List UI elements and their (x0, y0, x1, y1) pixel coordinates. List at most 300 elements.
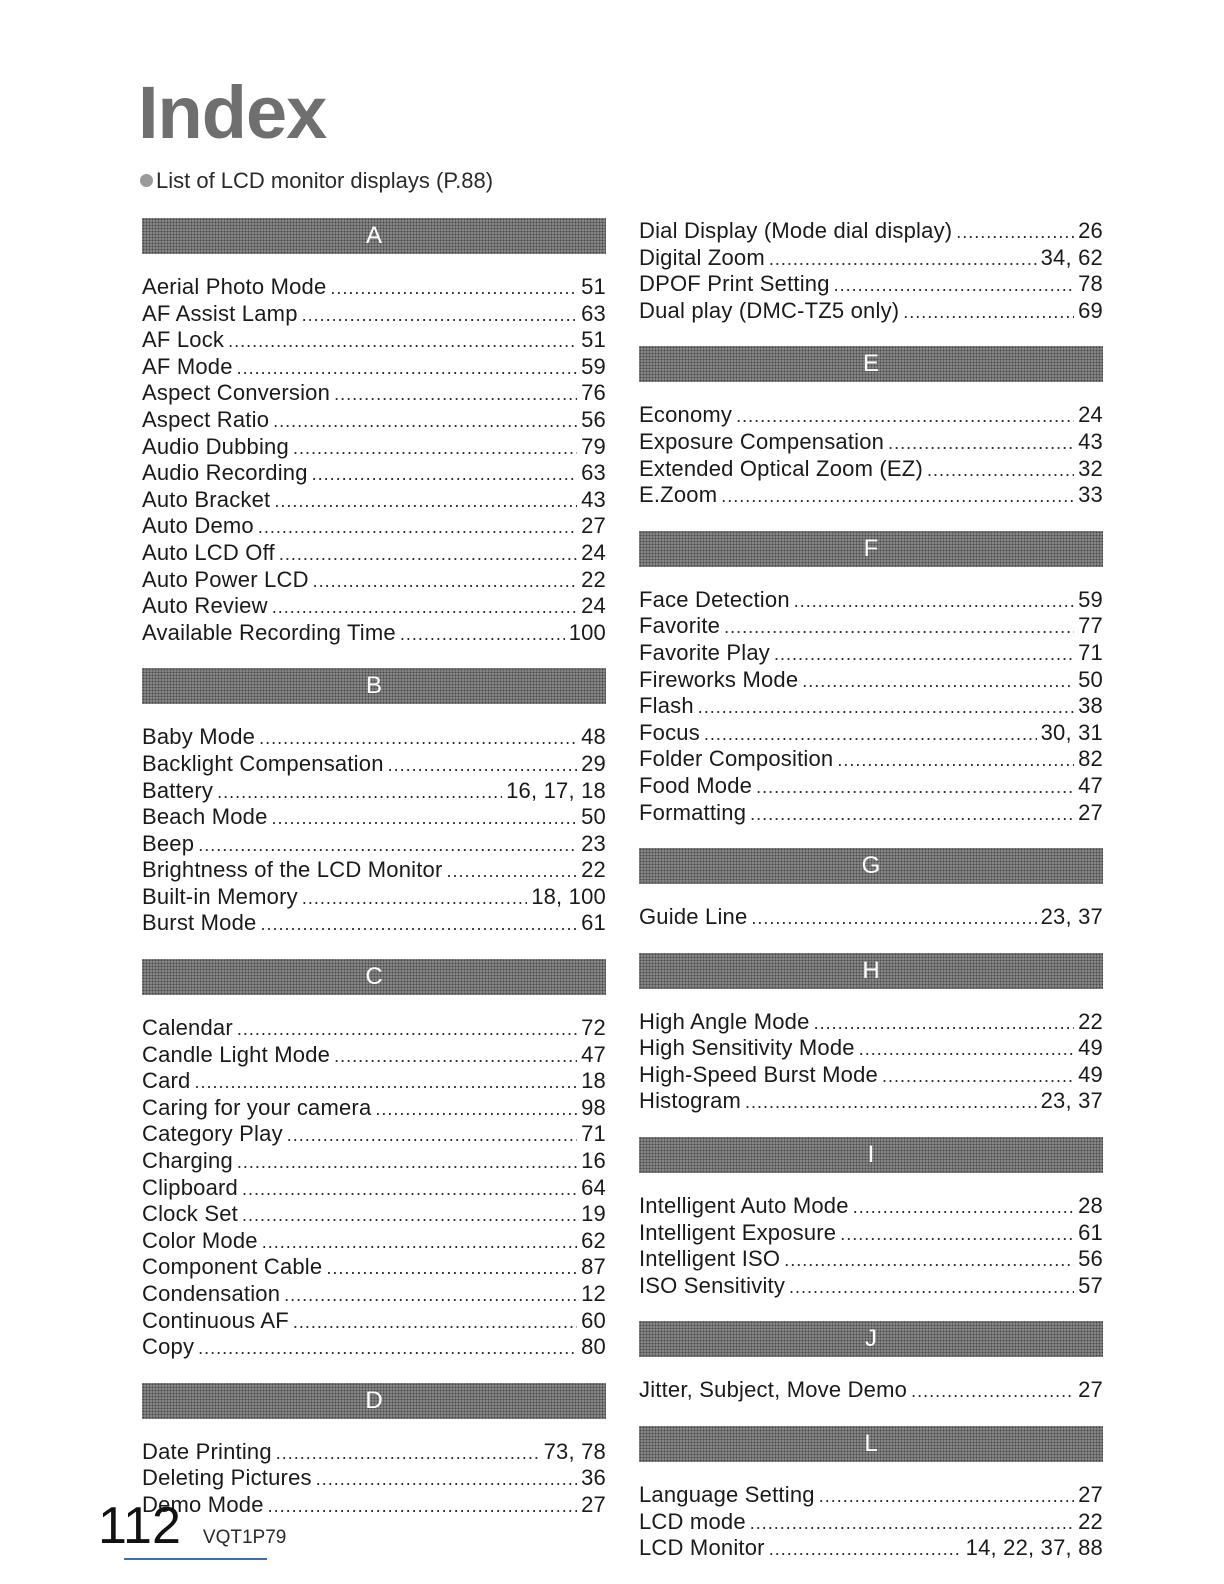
index-entry (142, 513, 606, 540)
dot-leader (814, 1013, 1075, 1034)
entry-term: Clock Set (142, 1201, 238, 1227)
dot-leader (287, 1125, 577, 1146)
entry-term: Dual play (DMC-TZ5 only) (639, 297, 900, 323)
index-entry (142, 1439, 606, 1466)
entry-term: Dial Display (Mode dial display) (639, 218, 953, 243)
entry-term: Fireworks Mode (639, 666, 799, 692)
index-section-f (639, 531, 1103, 826)
entry-term: Candle Light Mode (142, 1041, 331, 1067)
entry-page: 18 (581, 1068, 606, 1094)
index-entry (142, 1254, 606, 1281)
index-entry (639, 1009, 1103, 1036)
dot-leader (273, 411, 577, 432)
entry-page: 73, 78 (543, 1438, 606, 1464)
entry-page: 32 (1078, 455, 1103, 481)
entry-page: 43 (1078, 428, 1103, 454)
index-entry (142, 1228, 606, 1255)
dot-leader (237, 1152, 577, 1173)
dot-leader (911, 1381, 1074, 1402)
entry-term: E.Zoom (639, 482, 718, 508)
index-entry (639, 693, 1103, 720)
index-entry (142, 1121, 606, 1148)
entry-term: Color Mode (142, 1227, 258, 1253)
index-section-e (639, 346, 1103, 508)
index-entry (142, 1334, 606, 1361)
entry-term: Intelligent Exposure (639, 1219, 837, 1245)
entry-page: 36 (581, 1465, 606, 1491)
dot-leader (284, 1285, 577, 1306)
entry-term: Food Mode (639, 772, 753, 798)
dot-leader (888, 433, 1074, 454)
entry-term: DPOF Print Setting (639, 271, 830, 297)
index-entry (639, 1509, 1103, 1536)
footer-rule (124, 1558, 267, 1560)
entry-term: Auto Review (142, 593, 268, 619)
dot-leader (228, 331, 577, 352)
dot-leader (789, 1277, 1074, 1298)
entry-page: 56 (1078, 1246, 1103, 1272)
section-header: A (142, 218, 606, 254)
entry-page: 48 (581, 724, 606, 750)
entry-term: Digital Zoom (639, 244, 765, 270)
index-section-c (142, 959, 606, 1361)
entry-term: Economy (639, 402, 733, 428)
dot-leader (859, 1039, 1074, 1060)
index-section-l (639, 1426, 1103, 1562)
index-section-a (142, 218, 606, 646)
entry-term: Category Play (142, 1121, 283, 1147)
entry-page: 79 (581, 433, 606, 459)
entry-term: Demo Mode (142, 1491, 264, 1517)
index-entry (142, 910, 606, 937)
entry-page: 19 (581, 1201, 606, 1227)
entry-page: 50 (581, 804, 606, 830)
dot-leader (750, 804, 1074, 825)
dot-leader (262, 1232, 577, 1253)
index-section-i (639, 1137, 1103, 1299)
dot-leader (242, 1179, 577, 1200)
index-entry (639, 1088, 1103, 1115)
dot-leader (903, 302, 1074, 323)
entry-term: Auto LCD Off (142, 539, 275, 565)
entry-page: 59 (581, 353, 606, 379)
doc-code: VQT1P79 (202, 1527, 287, 1548)
entry-term: Available Recording Time (142, 619, 396, 645)
entry-term: Intelligent Auto Mode (639, 1193, 849, 1219)
entry-page: 27 (1078, 1377, 1103, 1403)
entry-page: 100 (568, 619, 606, 645)
index-entry (639, 904, 1103, 931)
index-entry (142, 1281, 606, 1308)
index-entry (142, 778, 606, 805)
entry-term: Extended Optical Zoom (EZ) (639, 455, 923, 481)
entry-page: 23, 37 (1040, 1088, 1103, 1114)
entry-term: Flash (639, 693, 694, 719)
entry-term: High Sensitivity Mode (639, 1035, 855, 1061)
index-entry (142, 354, 606, 381)
entry-term: Copy (142, 1334, 195, 1360)
entry-term: Aspect Conversion (142, 380, 331, 406)
entry-page: 22 (1078, 1508, 1103, 1534)
section-header: B (142, 668, 606, 704)
entry-page: 69 (1078, 297, 1103, 323)
entry-page: 49 (1078, 1035, 1103, 1061)
entry-term: LCD mode (639, 1508, 746, 1534)
entry-page: 24 (581, 539, 606, 565)
section-header: F (639, 531, 1103, 567)
entry-page: 22 (581, 857, 606, 883)
section-header: I (639, 1137, 1103, 1173)
index-entry (142, 274, 606, 301)
index-entry (142, 1068, 606, 1095)
entry-page: 56 (581, 406, 606, 432)
index-entry (142, 540, 606, 567)
dot-leader (784, 1250, 1074, 1271)
page-footer (98, 1496, 286, 1556)
entry-page: 23 (581, 830, 606, 856)
dot-leader (750, 1513, 1074, 1534)
entry-page: 27 (1078, 1482, 1103, 1508)
entry-page: 64 (581, 1174, 606, 1200)
entry-page: 61 (1078, 1219, 1103, 1245)
entry-term: Date Printing (142, 1438, 272, 1464)
index-entry (142, 1042, 606, 1069)
entry-page: 82 (1078, 746, 1103, 772)
entry-page: 51 (581, 274, 606, 299)
dot-leader (721, 486, 1074, 507)
entry-term: Guide Line (639, 904, 748, 930)
index-entry (639, 1193, 1103, 1220)
index-section-b (142, 668, 606, 937)
dot-leader (819, 1486, 1074, 1507)
dot-leader (258, 517, 577, 538)
page-number: 112 (98, 1497, 181, 1555)
index-entry (639, 218, 1103, 245)
index-entry (142, 460, 606, 487)
index-section-continued (639, 218, 1103, 324)
dot-leader (330, 278, 577, 299)
entry-page: 76 (581, 380, 606, 406)
entry-page: 12 (581, 1281, 606, 1306)
entry-term: Exposure Compensation (639, 428, 885, 454)
entry-term: Built-in Memory (142, 883, 298, 909)
index-entry (142, 1175, 606, 1202)
index-entry (639, 1035, 1103, 1062)
dot-leader (698, 697, 1074, 718)
index-entry (639, 1273, 1103, 1300)
entry-term: Card (142, 1068, 191, 1094)
entry-page: 47 (1078, 772, 1103, 798)
entry-page: 77 (1078, 613, 1103, 639)
entry-page: 38 (1078, 693, 1103, 719)
index-entry (639, 1062, 1103, 1089)
section-header: G (639, 848, 1103, 884)
entry-term: Burst Mode (142, 910, 257, 936)
index-entry (639, 402, 1103, 429)
index-entry (639, 1482, 1103, 1509)
index-entry (142, 804, 606, 831)
entry-term: Beach Mode (142, 804, 268, 830)
dot-leader (704, 724, 1037, 745)
entry-term: Favorite Play (639, 639, 770, 665)
entry-page: 59 (1078, 586, 1103, 612)
entry-term: Condensation (142, 1281, 281, 1306)
index-column-left (142, 218, 606, 1541)
dot-leader (840, 1224, 1074, 1245)
index-entry (639, 271, 1103, 298)
index-column-right (639, 218, 1103, 1584)
dot-leader (279, 544, 577, 565)
index-section-j (639, 1321, 1103, 1404)
index-entry (639, 298, 1103, 325)
index-entry (142, 593, 606, 620)
entry-page: 27 (1078, 799, 1103, 825)
entry-term: Favorite (639, 613, 721, 639)
entry-page: 63 (581, 300, 606, 326)
entry-page: 49 (1078, 1061, 1103, 1087)
index-entry (639, 1535, 1103, 1562)
dot-leader (302, 305, 577, 326)
dot-leader (724, 617, 1074, 638)
entry-term: Auto Power LCD (142, 566, 309, 592)
dot-leader (302, 888, 527, 909)
entry-term: Component Cable (142, 1254, 323, 1280)
entry-term: Aerial Photo Mode (142, 274, 327, 299)
entry-term: Focus (639, 719, 700, 745)
dot-leader (293, 1312, 577, 1333)
dot-leader (313, 571, 577, 592)
index-entry (142, 1465, 606, 1492)
dot-leader (751, 908, 1036, 929)
index-entry (639, 587, 1103, 614)
entry-page: 14, 22, 37, 88 (965, 1535, 1103, 1561)
section-header: L (639, 1426, 1103, 1462)
index-entry (142, 407, 606, 434)
dot-leader (259, 728, 577, 749)
dot-leader (326, 1258, 577, 1279)
entry-page: 16 (581, 1148, 606, 1174)
entry-term: AF Mode (142, 353, 233, 379)
dot-leader (794, 591, 1074, 612)
entry-page: 16, 17, 18 (506, 777, 606, 803)
index-entry (639, 667, 1103, 694)
index-entry (142, 620, 606, 647)
entry-term: Audio Recording (142, 460, 308, 486)
index-entry (142, 724, 606, 751)
subtitle-text: List of LCD monitor displays (P.88) (156, 168, 494, 193)
entry-page: 78 (1078, 271, 1103, 297)
entry-term: Backlight Compensation (142, 750, 384, 776)
dot-leader (956, 222, 1074, 243)
entry-term: Jitter, Subject, Move Demo (639, 1377, 908, 1403)
dot-leader (274, 491, 577, 512)
entry-page: 43 (581, 486, 606, 512)
entry-page: 34, 62 (1040, 244, 1103, 270)
dot-leader (400, 624, 565, 645)
entry-page: 71 (581, 1121, 606, 1147)
index-entry (639, 640, 1103, 667)
index-entry (639, 746, 1103, 773)
entry-term: Caring for your camera (142, 1094, 372, 1120)
dot-leader (237, 358, 577, 379)
dot-leader (242, 1205, 577, 1226)
entry-term: Battery (142, 777, 214, 803)
entry-term: Clipboard (142, 1174, 238, 1200)
dot-leader (736, 406, 1074, 427)
entry-term: Deleting Pictures (142, 1465, 312, 1491)
index-section-h (639, 953, 1103, 1115)
entry-page: 80 (581, 1334, 606, 1360)
index-entry (142, 831, 606, 858)
entry-term: Language Setting (639, 1482, 815, 1508)
entry-term: Aspect Ratio (142, 406, 270, 432)
entry-term: Beep (142, 830, 195, 856)
index-entry (639, 1220, 1103, 1247)
entry-page: 33 (1078, 482, 1103, 508)
dot-leader (334, 1046, 577, 1067)
dot-leader (882, 1066, 1074, 1087)
dot-leader (334, 384, 577, 405)
dot-leader (293, 438, 577, 459)
dot-leader (756, 777, 1074, 798)
index-entry (639, 429, 1103, 456)
entry-term: LCD Monitor (639, 1535, 765, 1561)
entry-page: 26 (1078, 218, 1103, 243)
dot-leader (268, 1496, 577, 1517)
section-header: H (639, 953, 1103, 989)
dot-leader (837, 750, 1074, 771)
entry-page: 63 (581, 460, 606, 486)
dot-leader (927, 460, 1074, 481)
index-entry (142, 1015, 606, 1042)
entry-page: 60 (581, 1307, 606, 1333)
entry-page: 27 (581, 513, 606, 539)
entry-page: 22 (581, 566, 606, 592)
section-header: D (142, 1383, 606, 1419)
dot-leader (312, 464, 577, 485)
index-entry (639, 1377, 1103, 1404)
dot-leader (217, 782, 502, 803)
dot-leader (316, 1469, 577, 1490)
entry-page: 50 (1078, 666, 1103, 692)
page-title: Index (138, 71, 327, 154)
index-entry (142, 1148, 606, 1175)
dot-leader (375, 1099, 577, 1120)
dot-leader (774, 644, 1074, 665)
dot-leader (272, 808, 578, 829)
index-entry (142, 380, 606, 407)
index-entry (639, 482, 1103, 509)
entry-page: 51 (581, 327, 606, 353)
entry-page: 98 (581, 1094, 606, 1120)
dot-leader (745, 1092, 1037, 1113)
dot-leader (853, 1197, 1074, 1218)
index-entry (142, 1201, 606, 1228)
entry-page: 24 (1078, 402, 1103, 428)
entry-term: Charging (142, 1148, 233, 1174)
dot-leader (198, 1338, 577, 1359)
dot-leader (195, 1072, 578, 1093)
entry-term: Histogram (639, 1088, 742, 1114)
index-entry (639, 720, 1103, 747)
bullet-icon (140, 174, 153, 187)
entry-term: Auto Demo (142, 513, 254, 539)
entry-term: Face Detection (639, 586, 790, 612)
entry-term: High Angle Mode (639, 1008, 810, 1034)
dot-leader (388, 755, 577, 776)
dot-leader (261, 914, 578, 935)
entry-term: Brightness of the LCD Monitor (142, 857, 443, 883)
dot-leader (447, 861, 578, 882)
dot-leader (769, 249, 1037, 270)
entry-page: 57 (1078, 1272, 1103, 1298)
entry-term: Audio Dubbing (142, 433, 289, 459)
entry-page: 47 (581, 1041, 606, 1067)
index-entry (639, 245, 1103, 272)
index-entry (639, 456, 1103, 483)
entry-page: 61 (581, 910, 606, 936)
index-entry (142, 487, 606, 514)
entry-page: 18, 100 (531, 883, 606, 909)
index-entry (142, 1095, 606, 1122)
dot-leader (272, 597, 577, 618)
index-entry (142, 327, 606, 354)
entry-page: 29 (581, 750, 606, 776)
entry-page: 30, 31 (1040, 719, 1103, 745)
entry-term: AF Lock (142, 327, 225, 353)
index-entry (142, 884, 606, 911)
index-entry (142, 857, 606, 884)
entry-term: Continuous AF (142, 1307, 289, 1333)
section-header: E (639, 346, 1103, 382)
entry-page: 24 (581, 593, 606, 619)
dot-leader (834, 275, 1074, 296)
index-entry (639, 613, 1103, 640)
section-header: J (639, 1321, 1103, 1357)
entry-page: 22 (1078, 1008, 1103, 1034)
dot-leader (237, 1019, 577, 1040)
entry-term: AF Assist Lamp (142, 300, 298, 326)
entry-term: Intelligent ISO (639, 1246, 781, 1272)
entry-page: 23, 37 (1040, 904, 1103, 930)
index-section-g (639, 848, 1103, 931)
entry-page: 28 (1078, 1193, 1103, 1219)
entry-page: 62 (581, 1227, 606, 1253)
dot-leader (276, 1443, 540, 1464)
dot-leader (769, 1539, 962, 1560)
dot-leader (802, 671, 1074, 692)
index-entry (142, 567, 606, 594)
entry-page: 72 (581, 1015, 606, 1041)
entry-page: 87 (581, 1254, 606, 1280)
entry-term: ISO Sensitivity (639, 1272, 786, 1298)
dot-leader (198, 835, 577, 856)
index-entry (639, 773, 1103, 800)
entry-term: Auto Bracket (142, 486, 271, 512)
index-entry (142, 434, 606, 461)
index-entry (639, 800, 1103, 827)
entry-term: Folder Composition (639, 746, 834, 772)
entry-term: Calendar (142, 1015, 233, 1041)
entry-term: Baby Mode (142, 724, 256, 750)
entry-page: 71 (1078, 639, 1103, 665)
entry-term: High-Speed Burst Mode (639, 1061, 878, 1087)
index-entry (142, 1308, 606, 1335)
index-entry (639, 1246, 1103, 1273)
index-entry (142, 301, 606, 328)
entry-page: 27 (581, 1491, 606, 1517)
entry-term: Formatting (639, 799, 747, 825)
